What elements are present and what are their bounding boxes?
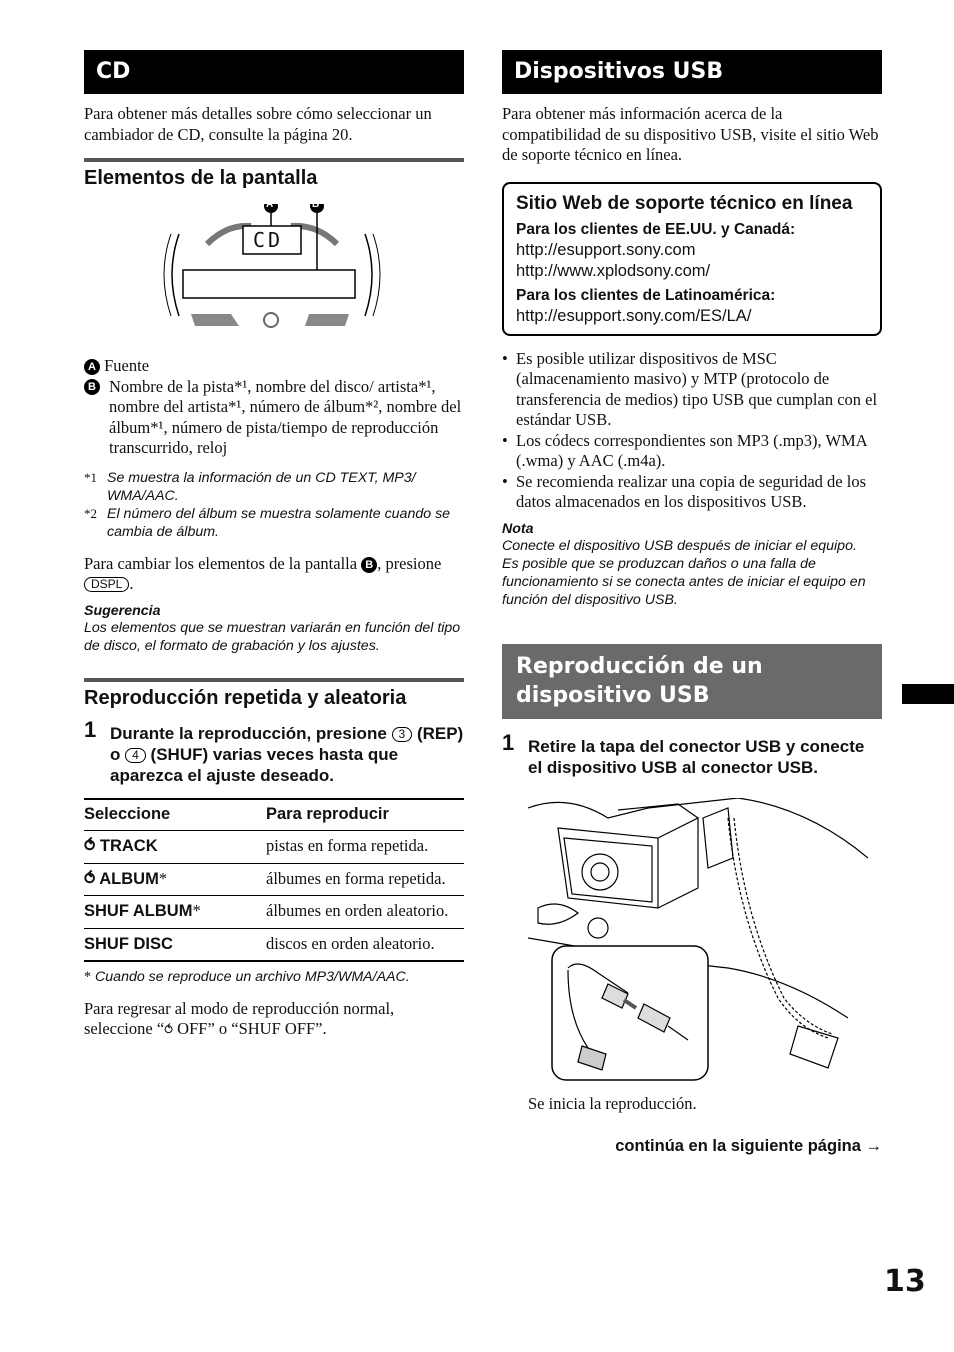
playback-starts: Se inicia la reproducción. — [528, 1093, 697, 1113]
mode-description: pistas en forma repetida. — [266, 831, 464, 864]
asterisk-mark: * — [158, 868, 168, 888]
footnote-2 — [84, 505, 464, 542]
cd-segment-text: CD — [253, 228, 284, 252]
display-heading: Elementos de la pantalla — [84, 158, 464, 190]
table-header-select: Seleccione — [84, 799, 266, 831]
repeat-icon: ⥀ — [84, 869, 96, 888]
asterisk-mark: * — [192, 901, 201, 921]
key-4: 4 — [125, 748, 146, 763]
repeat-heading: Reproducción repetida y aleatoria — [84, 678, 464, 710]
marker-b-label: B — [312, 199, 320, 210]
play-mode-table — [84, 798, 464, 962]
table-row — [84, 863, 464, 896]
note-text-2: Es posible que se produzcan daños o una falla de funcionamiento si se conecta antes de iniciar el equipo en función del dispositivo USB. — [502, 555, 866, 609]
right-column — [502, 50, 882, 1156]
support-link-xplod[interactable]: http://www.xplodsony.com/ — [516, 261, 711, 280]
repeat-icon: ⥀ — [164, 1023, 174, 1039]
footnote-2-text: El número del álbum se muestra solamente cuando se cambia de álbum. — [107, 506, 451, 541]
table-row — [84, 928, 464, 961]
footnote-2-mark: *2 — [84, 506, 97, 522]
usb-playback-title: Reproducción de un dispositivo USB — [502, 644, 882, 719]
mode-label: SHUF DISC — [84, 934, 173, 953]
continue-note: continúa en la siguiente página → — [615, 1137, 882, 1156]
table-footnote-mark: * — [84, 969, 92, 986]
letter-b-icon: B — [84, 379, 100, 395]
cd-display-diagram — [159, 204, 385, 344]
repeat-icon: ⥀ — [84, 837, 96, 856]
table-footnote-text: Cuando se reproduce un archivo MP3/WMA/AAC. — [95, 969, 410, 986]
cd-intro: Para obtener más detalles sobre cómo seleccionar un cambiador de CD, consulte la página 20. — [84, 104, 432, 144]
list-item: • Se recomienda realizar una copia de seguridad de los datos almacenados en los dispositivos USB. — [502, 472, 882, 513]
cd-section-title: CD — [84, 50, 464, 94]
legend-a — [84, 356, 464, 377]
step-number: 1 — [84, 717, 97, 743]
section-tab-marker — [902, 684, 954, 704]
step-text: Retire la tapa del conector USB y conecte el dispositivo USB al conector USB. — [528, 736, 865, 777]
repeat-step-1 — [84, 717, 464, 786]
letter-b-icon: B — [361, 557, 377, 573]
step-text-1: Durante la reproducción, presione — [110, 724, 387, 744]
change-display-end: . — [129, 574, 134, 594]
support-box-title: Sitio Web de soporte técnico en línea — [516, 192, 853, 214]
tip-label: Sugerencia — [84, 602, 161, 619]
mode-description: álbumes en forma repetida. — [266, 863, 464, 896]
mode-description: álbumes en orden aleatorio. — [266, 896, 464, 929]
mode-label: TRACK — [99, 837, 158, 856]
support-website-box — [502, 182, 882, 336]
footnote-1 — [84, 469, 464, 506]
legend-b — [84, 377, 464, 459]
us-canada-label: Para los clientes de EE.UU. y Canadá: — [516, 220, 796, 238]
list-item: • Los códecs correspondientes son MP3 (.mp3), WMA (.wma) y AAC (.m4a). — [502, 431, 882, 472]
marker-a-label: A — [266, 199, 274, 210]
usb-intro: Para obtener más información acerca de la compatibilidad de su dispositivo USB, visite el sitio Web de soporte técnico en línea. — [502, 104, 879, 164]
step-text-2: (REP) o — [110, 724, 464, 765]
list-item: • Es posible utilizar dispositivos de MSC (almacenamiento masivo) y MTP (protocolo de transferencia de medios) tipo USB que cumplan con el estándar USB. — [502, 349, 882, 431]
dspl-key: DSPL — [84, 577, 129, 592]
footnote-1-text: Se muestra la información de un CD TEXT, MP3/ WMA/AAC. — [107, 469, 416, 504]
usb-step-1 — [502, 729, 882, 778]
support-link-latam[interactable]: http://esupport.sony.com/ES/LA/ — [516, 306, 752, 325]
left-column — [84, 50, 464, 1042]
usb-section-title: Dispositivos USB — [502, 50, 882, 94]
change-display-mid: , presione — [377, 553, 442, 573]
letter-a-icon: A — [84, 359, 100, 375]
legend-b-text: Nombre de la pista*¹, nombre del disco/ artista*¹, nombre del artista*¹, número de álbum*², nombre del álbum*¹, número de pista/tiempo de reproducción transcurrido, reloj — [109, 376, 462, 457]
tip-text: Los elementos que se muestran variarán en función del tipo de disco, el formato de grabación y los ajustes. — [84, 619, 461, 654]
mode-label: SHUF ALBUM — [84, 902, 193, 921]
legend-a-text: Fuente — [104, 356, 150, 375]
support-link-esupport[interactable]: http://esupport.sony.com — [516, 240, 696, 259]
table-footnote — [84, 968, 464, 986]
return-paragraph — [84, 999, 464, 1042]
page-number: 13 — [884, 1264, 926, 1299]
table-row — [84, 831, 464, 864]
table-header-play: Para reproducir — [266, 799, 464, 831]
usb-connection-illustration — [528, 798, 868, 1088]
return-text-pre: Para regresar al modo de reproducción normal, seleccione “ — [84, 998, 395, 1039]
note-label: Nota — [502, 520, 534, 537]
change-display-paragraph — [84, 554, 464, 595]
latam-label: Para los clientes de Latinoamérica: — [516, 286, 776, 304]
car-dashboard-usb-diagram — [528, 798, 868, 1088]
step-number: 1 — [502, 729, 515, 755]
footnote-1-mark: *1 — [84, 469, 97, 485]
mode-description: discos en orden aleatorio. — [266, 928, 464, 961]
change-display-pre: Para cambiar los elementos de la pantalla — [84, 553, 358, 573]
table-row — [84, 896, 464, 929]
mode-label: ALBUM — [99, 869, 159, 888]
note-text-1: Conecte el dispositivo USB después de iniciar el equipo. — [502, 537, 857, 554]
display-illustration — [159, 199, 385, 344]
key-3: 3 — [392, 727, 413, 742]
return-text-post: OFF” o “SHUF OFF”. — [173, 1019, 327, 1039]
step-text-3: (SHUF) varias veces hasta que aparezca el ajuste deseado. — [110, 745, 399, 786]
usb-bullet-list — [502, 349, 882, 513]
